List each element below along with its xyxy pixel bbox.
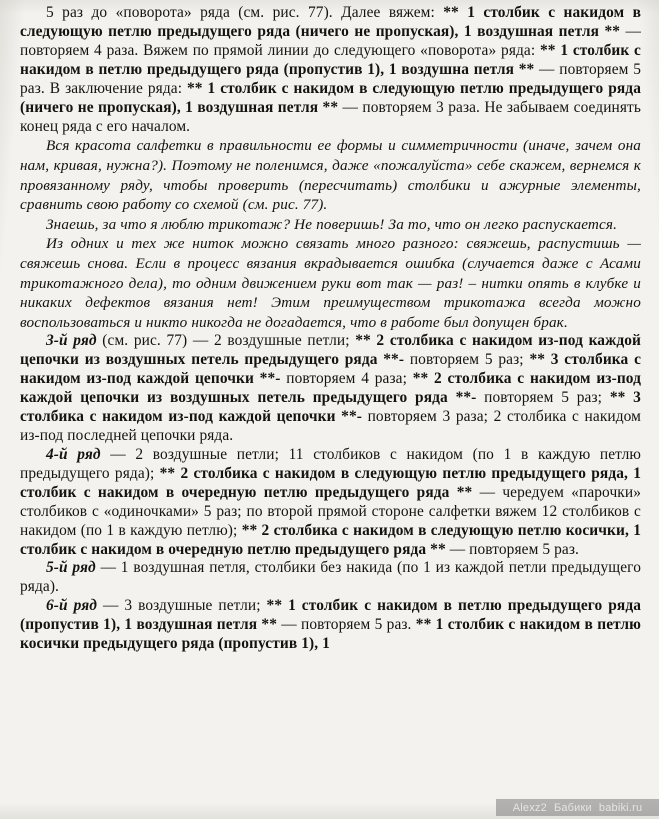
row6-heading: 6-й ряд xyxy=(46,597,97,615)
p5-part-i: повторяем 3 раза; 2 столбика с накидом из-под последней цепочки ряда. xyxy=(20,408,642,444)
row5-heading: 5-й ряд xyxy=(46,559,96,577)
p1-part-f: ** 1 столбик с накидом в следующую петлю предыдущего ряда (ничего не пропуская), 1 воздушная петля ** xyxy=(20,79,641,116)
p6-part-b: ** 2 столбика с накидом в следующую петлю предыдущего ряда, 1 столбик с накидом в очередную петлю предыдущего ряда ** xyxy=(20,464,641,501)
watermark-site-url: babiki.ru xyxy=(598,801,643,814)
p5-part-f: ** 2 столбика с накидом из-под каждой цепочки из воздушных петель предыдущего ряда **- xyxy=(20,370,642,407)
p6-part-c: — чередуем «парочки» столбиков с «одиночками» 5 раз; по второй прямой стороне салфетки вяжем 12 столбиков с накидом (по 1 в каждую петлю); xyxy=(20,483,641,539)
p8-part-d: ** 1 столбик с накидом в петлю косички предыдущего ряда (пропустив 1), 1 xyxy=(20,616,641,653)
p5-part-b: ** 2 столбика с накидом из-под каждой цепочки из воздушных петель предыдущего ряда **- xyxy=(20,332,642,369)
row3-heading: 3-й ряд xyxy=(46,332,97,350)
watermark-user: Alexz2 xyxy=(512,801,547,814)
watermark-overlay xyxy=(496,799,659,816)
p5-part-d: ** 3 столбика с накидом из-под каждой цепочки **- xyxy=(20,351,641,388)
paragraph-row6 xyxy=(20,597,641,654)
paragraph-row2-continuation xyxy=(20,4,641,136)
p6-part-e: — повторяем 5 раз. xyxy=(449,540,579,558)
paragraph-beauty-note: Вся красота салфетки в правильности ее формы и симметричности (иначе, зачем она нам, кривая, нужна?). Поэтому не поленимся, даже «пожалуйста» себе скажем, вернемся к провязанному ряду, чтобы проверить (пересчитать) столбики и ажурные элементы, сравнить свою работу со схемой (см. рис. 77). xyxy=(20,137,641,214)
p5-part-h: ** 3 столбика с накидом из-под каждой цепочки **- xyxy=(20,389,641,426)
p7-part-a: — 1 воздушная петля, столбики без накида (по 1 из каждой петли предыдущего ряда). xyxy=(20,559,642,596)
paragraph-row4 xyxy=(20,446,641,560)
page-text-column xyxy=(20,4,641,654)
p5-part-e: повторяем 4 раза; xyxy=(286,370,407,388)
paragraph-unravel-note: Из одних и тех же ниток можно связать много разного: свяжешь, распустишь — свяжешь снова. Если в процесс вязания вкрадывается ошибка (случается даже с Асами трикотажного дела), то одним движением руки вот так — раз! – нитки опять в клубке и никаких дефектов вязания нет! Этим преимуществом трикотажа всегда можно воспользоваться и никто никогда не догадается, что в работе был допущен брак. xyxy=(20,235,641,331)
p8-part-c: — повторяем 5 раз. xyxy=(281,616,412,634)
p5-part-a: (см. рис. 77) — 2 воздушные петли; xyxy=(102,332,350,350)
paragraph-row3 xyxy=(20,332,641,446)
p1-part-b: ** 1 столбик с накидом в следующую петлю предыдущего ряда (ничего не пропуская), 1 воздушная петля ** xyxy=(20,4,641,40)
p8-part-a: — 3 воздушные петли; xyxy=(102,597,261,615)
p5-part-c: повторяем 5 раз; xyxy=(409,351,524,369)
p1-part-a: 5 раз до «поворота» ряда (см. рис. 77). Далее вяжем: xyxy=(46,4,435,21)
paragraph-knitwear-love: Знаешь, за что я люблю трикотаж? Не поверишь! За то, что он легко распускается. xyxy=(46,215,618,233)
row4-heading: 4-й ряд xyxy=(46,445,101,463)
p8-part-b: ** 1 столбик с накидом в петлю предыдущего ряда (пропустив 1), 1 воздушная петля ** xyxy=(20,597,642,634)
watermark-site-name: Бабики xyxy=(553,801,592,814)
p1-part-e: — повторяем 5 раз. В заключение ряда: xyxy=(20,60,641,97)
p1-part-g: — повторяем 3 раза. Не забываем соединять конец ряда с его началом. xyxy=(20,98,642,135)
p6-part-d: ** 2 столбика с накидом в следующую петлю косички, 1 столбик с накидом в очередную петлю предыдущего ряда ** xyxy=(20,521,641,558)
p1-part-d: ** 1 столбик с накидом в петлю предыдущего ряда (пропустив 1), 1 воздушна петля ** xyxy=(20,41,641,78)
p1-part-c: — повторяем 4 раза. Вяжем по прямой линии до следующего «поворота» ряда: xyxy=(20,22,641,59)
p6-part-a: — 2 воздушные петли; 11 столбиков с накидом (по 1 в каждую петлю предыдущего ряда); xyxy=(20,445,642,482)
p5-part-g: повторяем 5 раз; xyxy=(484,389,603,407)
paragraph-row5 xyxy=(20,559,641,597)
